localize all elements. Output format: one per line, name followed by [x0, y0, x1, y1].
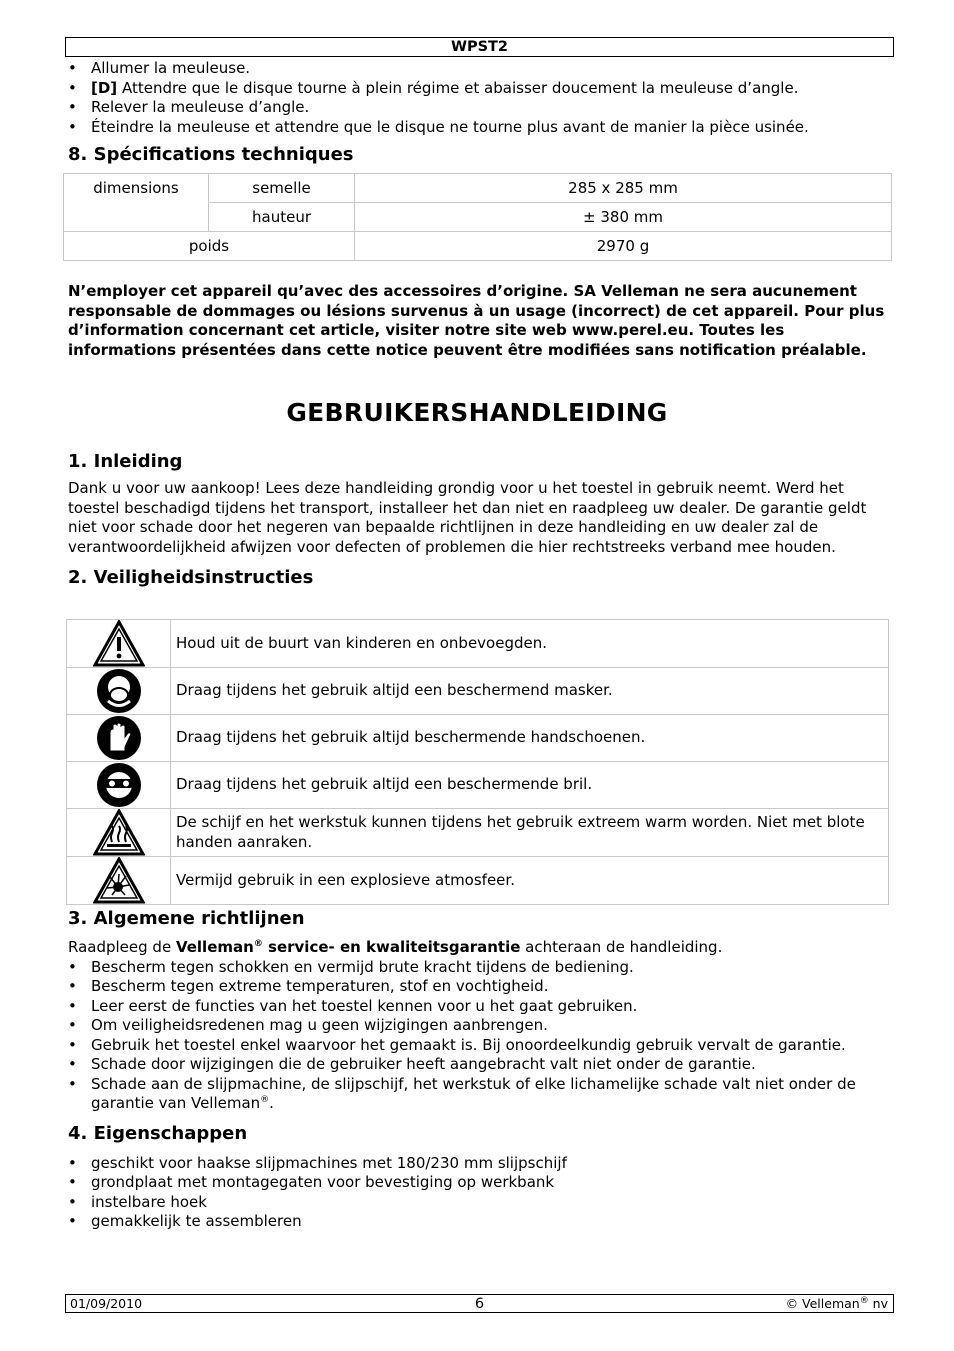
spec-dimensions-label: dimensions — [64, 174, 209, 232]
list-item: • Bescherm tegen extreme temperaturen, stof en vochtigheid. — [68, 977, 894, 997]
list-item: • Schade door wijzigingen die de gebruiker heeft aangebracht valt niet onder de garantie. — [68, 1055, 894, 1075]
safety-text: Draag tijdens het gebruik altijd een beschermende bril. — [171, 762, 889, 809]
list-item: • Gebruik het toestel enkel waarvoor het gemaakt is. Bij onoordeelkundig gebruik vervalt de garantie. — [68, 1036, 894, 1056]
section-heading-safety: 2. Veiligheidsinstructies — [68, 567, 314, 588]
footer-date: 01/09/2010 — [70, 1296, 143, 1311]
list-item: • grondplaat met montagegaten voor bevestiging op werkbank — [68, 1173, 894, 1193]
list-item: • gemakkelijk te assembleren — [68, 1212, 894, 1232]
section-heading-general: 3. Algemene richtlijnen — [68, 908, 305, 929]
spec-poids-label: poids — [64, 232, 355, 261]
safety-text: De schijf en het werkstuk kunnen tijdens het gebruik extreem warm worden. Niet met blote handen aanraken. — [171, 809, 889, 857]
table-row — [67, 715, 889, 762]
list-item: • geschikt voor haakse slijpmachines met 180/230 mm slijpschijf — [68, 1154, 894, 1174]
spec-poids-value: 2970 g — [355, 232, 892, 261]
list-item: • Éteindre la meuleuse et attendre que le disque ne tourne plus avant de manier la pièce usinée. — [68, 118, 894, 138]
intro-text: Dank u voor uw aankoop! Lees deze handleiding grondig voor u het toestel in gebruik neemt. Werd het toestel beschadigd tijdens het transport, installeer het dan niet en raadpleeg uw dealer. De garantie geldt niet voor schade door het negeren van bepaalde richtlijnen in deze handleiding en uw dealer zal de verantwoordelijkheid afwijzen voor defecten of problemen die hier rechtstreeks verband mee houden. — [68, 479, 867, 556]
table-row — [67, 809, 889, 857]
safety-text: Vermijd gebruik in een explosieve atmosfeer. — [171, 857, 889, 905]
table-row — [67, 762, 889, 809]
goggles-icon — [67, 762, 171, 809]
general-section — [68, 908, 894, 1232]
footer-page-number: 6 — [474, 1296, 485, 1312]
section-heading-intro: 1. Inleiding — [68, 451, 183, 472]
features-list — [68, 1154, 894, 1232]
spec-semelle-value: 285 x 285 mm — [355, 174, 892, 203]
page-title: GEBRUIKERSHANDLEIDING — [286, 398, 668, 427]
general-list — [68, 958, 894, 1114]
general-intro: Raadpleeg de Velleman® service- en kwaliteitsgarantie achteraan de handleiding. — [68, 938, 723, 956]
safety-text: Draag tijdens het gebruik altijd een beschermend masker. — [171, 668, 889, 715]
spec-hauteur-label: hauteur — [209, 203, 355, 232]
mask-icon — [67, 668, 171, 715]
hot-surface-icon — [67, 809, 171, 857]
safety-text: Draag tijdens het gebruik altijd beschermende handschoenen. — [171, 715, 889, 762]
explosive-icon — [67, 857, 171, 905]
safety-text: Houd uit de buurt van kinderen en onbevoegden. — [171, 620, 889, 668]
list-item: • Schade aan de slijpmachine, de slijpschijf, het werkstuk of elke lichamelijke schade valt niet onder de garantie van Velleman®. — [68, 1075, 894, 1114]
header-model: WPST2 — [65, 37, 894, 57]
notice-text: N’employer cet appareil qu’avec des accessoires d’origine. SA Velleman ne sera aucunement responsable de dommages ou lésions survenus à un usage (incorrect) de cet appareil. Pour plus d’information concernant cet article, visiter notre site web www.perel.eu. Toutes les informations présentées dans cette notice peuvent être modifiées sans notification préalable. — [68, 282, 885, 359]
spec-table — [63, 173, 892, 261]
table-row — [67, 668, 889, 715]
top-steps-list — [68, 59, 894, 137]
spec-semelle-label: semelle — [209, 174, 355, 203]
list-item: • instelbare hoek — [68, 1193, 894, 1213]
safety-table — [66, 619, 889, 905]
section-heading-specs: 8. Spécifications techniques — [68, 144, 354, 165]
list-item: • Relever la meuleuse d’angle. — [68, 98, 894, 118]
list-item: • Allumer la meuleuse. — [68, 59, 894, 79]
list-item: • Bescherm tegen schokken en vermijd brute kracht tijdens de bediening. — [68, 958, 894, 978]
table-row — [67, 857, 889, 905]
list-item: • [D] Attendre que le disque tourne à plein régime et abaisser doucement la meuleuse d’angle. — [68, 79, 894, 99]
footer-copyright: © Velleman® nv — [785, 1295, 888, 1311]
spec-hauteur-value: ± 380 mm — [355, 203, 892, 232]
warning-triangle-icon — [67, 620, 171, 668]
footer — [65, 1294, 894, 1313]
list-item: • Leer eerst de functies van het toestel kennen voor u het gaat gebruiken. — [68, 997, 894, 1017]
gloves-icon — [67, 715, 171, 762]
top-steps-section — [68, 59, 894, 166]
list-item: • Om veiligheidsredenen mag u geen wijzigingen aanbrengen. — [68, 1016, 894, 1036]
section-heading-features: 4. Eigenschappen — [68, 1122, 248, 1144]
table-row — [67, 620, 889, 668]
intro-section — [68, 451, 894, 589]
